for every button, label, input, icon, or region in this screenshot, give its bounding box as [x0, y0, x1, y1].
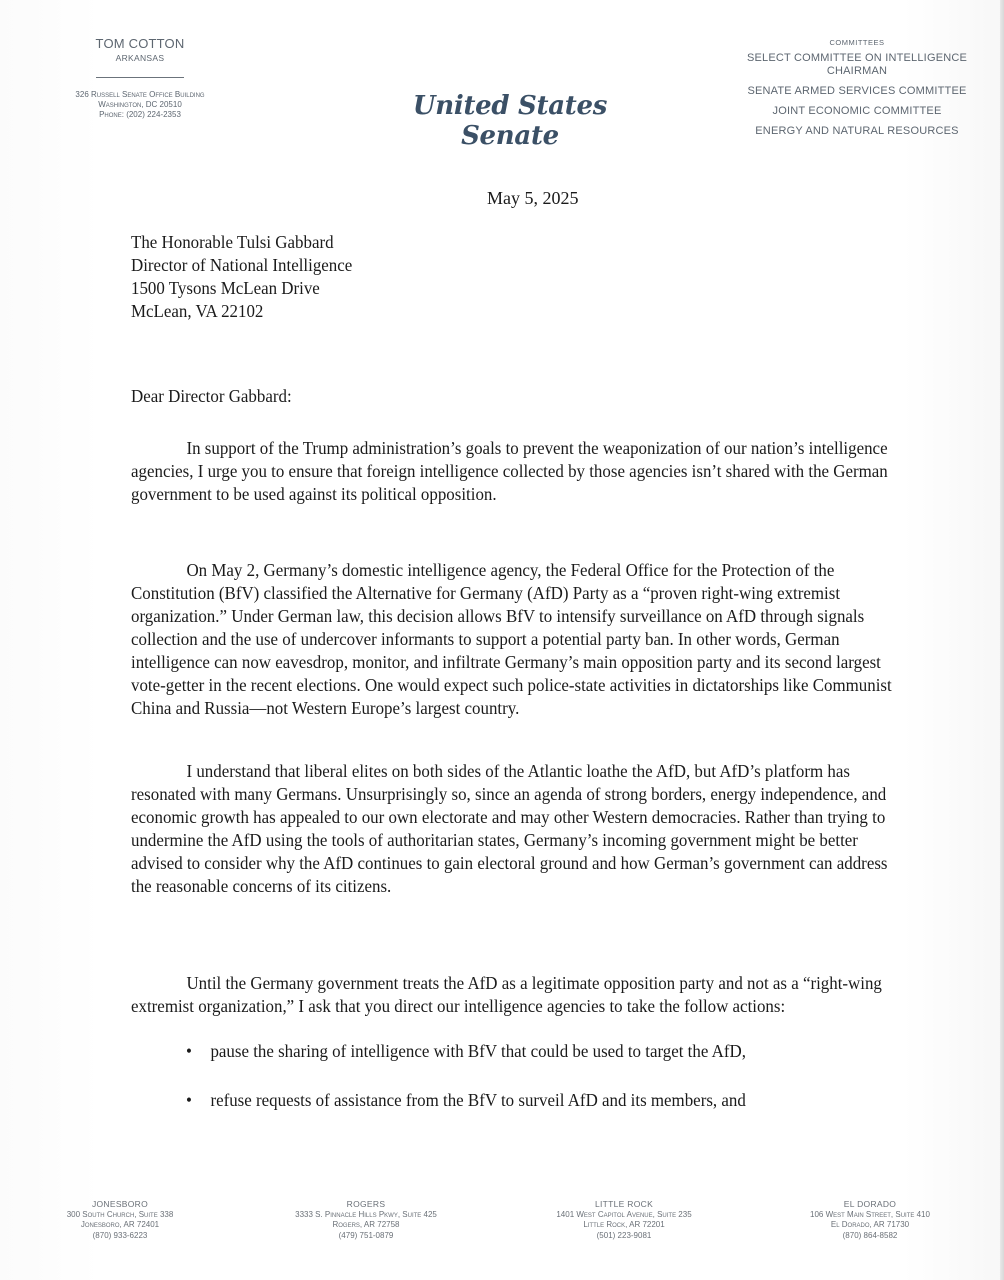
- committee-joint-economic: JOINT ECONOMIC COMMITTEE: [772, 105, 942, 117]
- office-citystatezip: Rogers, AR 72758: [332, 1220, 400, 1229]
- paragraph-3: I understand that liberal elites on both sides of the Atlantic loathe the AfD, but AfD’s platform has resonated with many Germans. Unsurprisingly so, since an agenda of strong borders, energy independence, and economic growth has appealed to our own electorate and may other Western democracies. Rather than trying to undermine the AfD using the tools of authoritarian states, Germany’s incoming government might be better advised to consider why the AfD continues to gain electoral ground and how German’s government can address the reasonable concerns of its citizens.: [131, 761, 888, 896]
- list-item-text: pause the sharing of intelligence with BfV that could be used to target the AfD,: [210, 1041, 746, 1061]
- office-street: 106 West Main Street, Suite 410: [810, 1209, 930, 1219]
- office-phone: (870) 864-8582: [842, 1230, 898, 1240]
- bullet-icon: •: [186, 1041, 192, 1061]
- letter-date: May 5, 2025: [487, 188, 579, 208]
- action-list: [186, 1040, 900, 1138]
- state-offices-footer: [0, 1199, 1004, 1249]
- letterhead-divider: [96, 77, 184, 78]
- committees-block: [712, 38, 1002, 138]
- office-city: JONESBORO: [91, 1199, 149, 1209]
- office-phone: (501) 223-9081: [596, 1230, 652, 1240]
- office-citystatezip: Jonesboro, AR 72401: [80, 1220, 160, 1229]
- senate-wordmark: United States Senate: [412, 91, 608, 151]
- paragraph-2: On May 2, Germany’s domestic intelligence agency, the Federal Office for the Protection of the Constitution (BfV) classified the Alternative for Germany (AfD) Party as a “proven right-wing extremist organization.” Under German law, this decision allows BfV to intensify surveillance on AfD through signals collection and the use of undercover informants to support a potential party ban. In other words, German intelligence can now eavesdrop, monitor, and infiltrate Germany’s main opposition party and its second largest vote-getter in the recent elections. One would expect such police-state activities in dictatorships like Communist China and Russia—not Western Europe’s largest country.: [131, 560, 892, 718]
- office-jonesboro: [10, 1199, 230, 1241]
- committees-label: COMMITTEES: [829, 38, 885, 47]
- paragraph-1: In support of the Trump administration’s goals to prevent the weaponization of our nation’s intelligence agencies, I urge you to ensure that foreign intelligence collected by those agencies isn’t shared with the German government to be used against its political opposition.: [131, 438, 888, 504]
- office-rogers: [256, 1199, 476, 1241]
- recipient-address: [131, 231, 855, 323]
- list-item: [186, 1040, 900, 1063]
- dc-office-line3: Phone: (202) 224-2353: [99, 110, 181, 119]
- paragraph-4: Until the Germany government treats the AfD as a legitimate opposition party and not as a “right-wing extremist organization,” I ask that you direct our intelligence agencies to take the follow actions:: [131, 973, 882, 1016]
- page-edge-shadow: [1000, 0, 1004, 1280]
- office-street: 300 South Church, Suite 338: [66, 1209, 174, 1219]
- senator-name: TOM COTTON: [95, 36, 185, 51]
- committee-energy: ENERGY AND NATURAL RESOURCES: [755, 125, 959, 137]
- list-item-text: refuse requests of assistance from the BfV to surveil AfD and its members, and: [210, 1090, 746, 1110]
- committee-intelligence: SELECT COMMITTEE ON INTELLIGENCE: [746, 52, 968, 64]
- office-street: 1401 West Capitol Avenue, Suite 235: [556, 1209, 692, 1219]
- recipient-line: Director of National Intelligence: [131, 255, 353, 275]
- office-city: LITTLE ROCK: [594, 1199, 654, 1209]
- senator-letterhead: [40, 36, 240, 120]
- dc-office-line1: 326 Russell Senate Office Building: [75, 90, 205, 99]
- office-little-rock: [514, 1199, 734, 1241]
- list-item: [186, 1089, 900, 1112]
- committee-role-chairman: CHAIRMAN: [826, 65, 888, 77]
- recipient-line: The Honorable Tulsi Gabbard: [131, 232, 334, 252]
- office-phone: (479) 751-0879: [338, 1230, 394, 1240]
- recipient-line: McLean, VA 22102: [131, 301, 264, 321]
- office-el-dorado: [760, 1199, 980, 1241]
- office-phone: (870) 933-6223: [92, 1230, 148, 1240]
- office-city: EL DORADO: [843, 1199, 897, 1209]
- office-citystatezip: El Dorado, AR 71730: [830, 1220, 910, 1229]
- committee-armed-services: SENATE ARMED SERVICES COMMITTEE: [747, 85, 967, 97]
- bullet-icon: •: [186, 1090, 192, 1110]
- dc-office-line2: Washington, DC 20510: [98, 100, 182, 109]
- recipient-line: 1500 Tysons McLean Drive: [131, 278, 320, 298]
- salutation: Dear Director Gabbard:: [131, 386, 292, 406]
- office-street: 3333 S. Pinnacle Hills Pkwy, Suite 425: [295, 1209, 437, 1219]
- office-city: ROGERS: [346, 1199, 386, 1209]
- senator-state: ARKANSAS: [115, 53, 165, 63]
- office-citystatezip: Little Rock, AR 72201: [583, 1220, 665, 1229]
